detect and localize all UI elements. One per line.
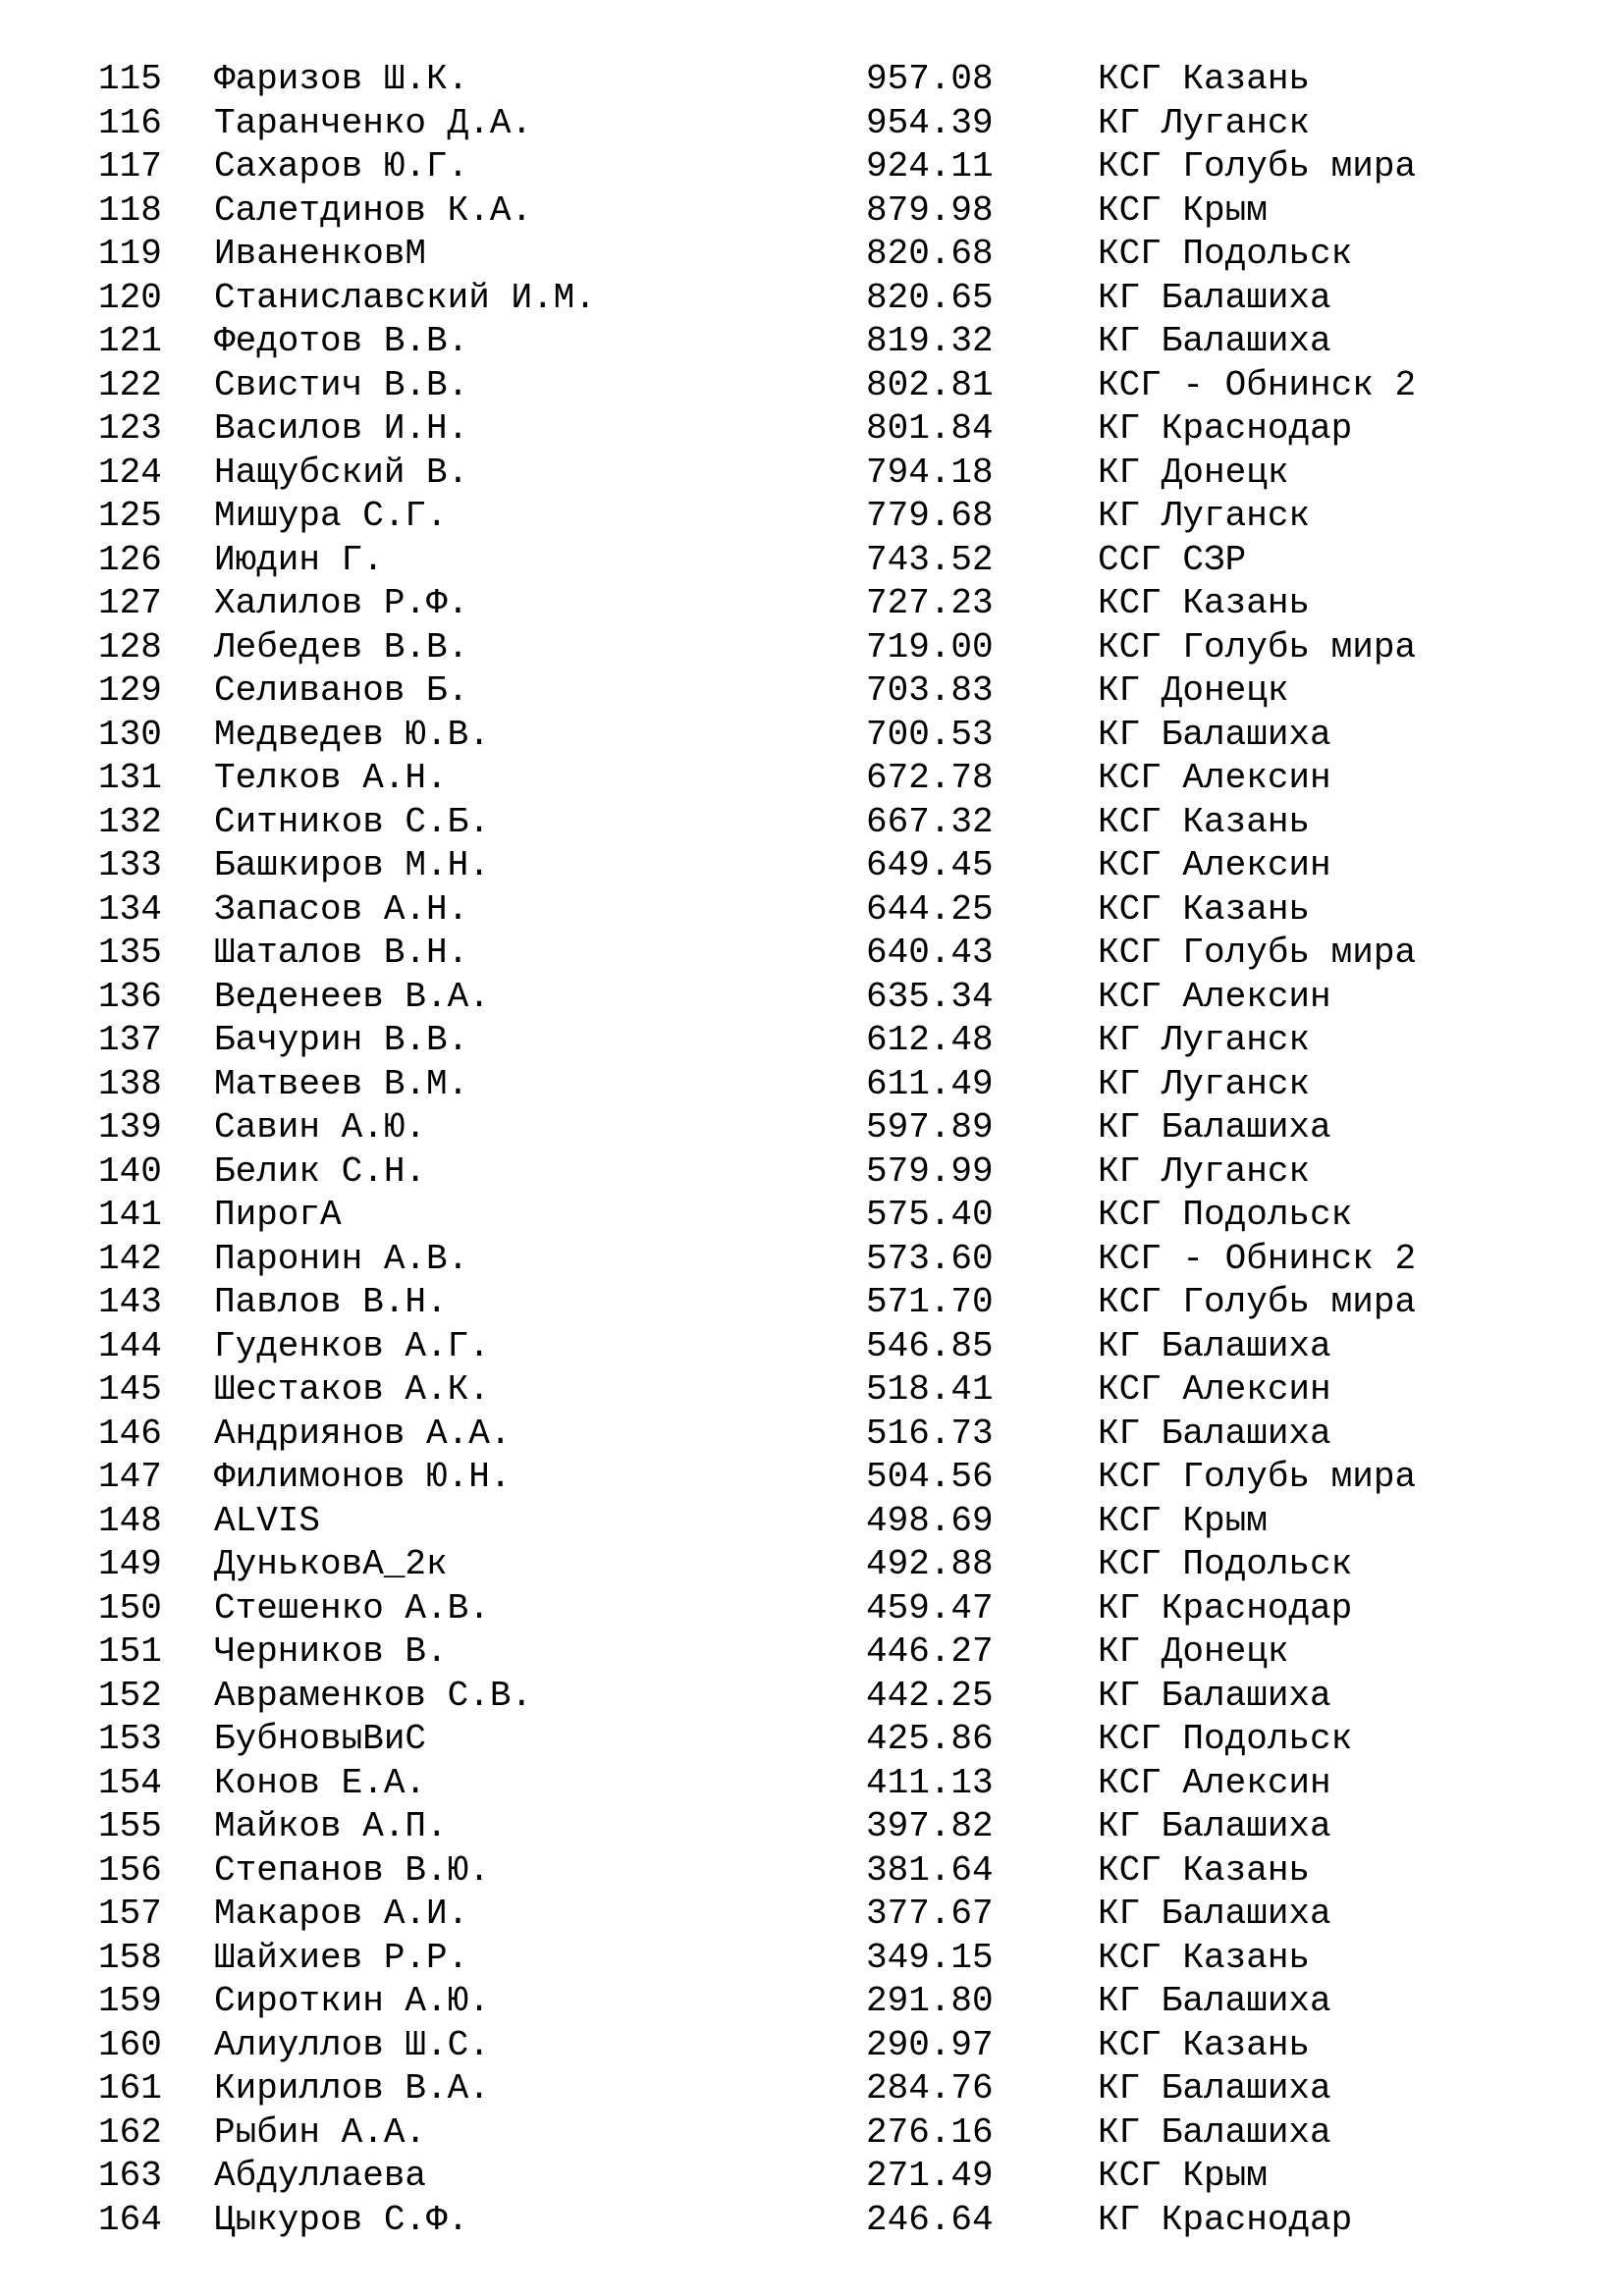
club-cell: КГ Луганск — [1098, 1150, 1311, 1192]
score-cell: 290.97 — [866, 2024, 994, 2065]
rank-cell: 126 — [98, 539, 162, 580]
club-cell: КСГ Казань — [1098, 801, 1311, 842]
club-cell: ССГ СЗР — [1098, 539, 1247, 580]
club-cell: КГ Балашиха — [1098, 1325, 1331, 1366]
table-row — [98, 2024, 1532, 2068]
table-row — [98, 2067, 1532, 2111]
rank-cell: 153 — [98, 1719, 162, 1759]
club-cell: КСГ - Обнинск 2 — [1098, 364, 1417, 405]
table-row — [98, 714, 1532, 758]
club-cell: КСГ Голубь мира — [1098, 626, 1417, 667]
rank-cell: 157 — [98, 1894, 162, 1934]
rank-cell: 154 — [98, 1762, 162, 1803]
club-cell: КСГ Алексин — [1098, 1369, 1331, 1410]
name-cell: Таранченко Д.А. — [214, 102, 533, 143]
club-cell: КСГ Казань — [1098, 59, 1311, 99]
score-cell: 425.86 — [866, 1719, 994, 1759]
table-row — [98, 976, 1532, 1020]
name-cell: Матвеев В.М. — [214, 1063, 469, 1104]
table-row — [98, 1675, 1532, 1719]
club-cell: КГ Балашиха — [1098, 1675, 1331, 1716]
name-cell: Свистич В.В. — [214, 364, 469, 405]
name-cell: Мишура С.Г. — [214, 496, 448, 536]
table-row — [98, 1456, 1532, 1500]
table-row — [98, 452, 1532, 496]
score-cell: 271.49 — [866, 2156, 994, 2196]
rank-cell: 138 — [98, 1063, 162, 1104]
score-cell: 612.48 — [866, 1020, 994, 1060]
score-cell: 492.88 — [866, 1544, 994, 1584]
name-cell: ПирогА — [214, 1195, 342, 1235]
rank-cell: 155 — [98, 1806, 162, 1846]
rank-cell: 127 — [98, 583, 162, 623]
score-cell: 446.27 — [866, 1631, 994, 1672]
score-cell: 644.25 — [866, 888, 994, 930]
score-cell: 879.98 — [866, 189, 994, 231]
name-cell: Медведев Ю.В. — [214, 714, 490, 755]
name-cell: БубновыВиС — [214, 1719, 427, 1759]
name-cell: ALVIS — [214, 1500, 321, 1541]
rank-cell: 125 — [98, 496, 162, 536]
rank-cell: 124 — [98, 452, 162, 493]
table-row — [98, 844, 1532, 888]
rank-cell: 161 — [98, 2068, 162, 2109]
club-cell: КСГ Голубь мира — [1098, 933, 1417, 973]
score-cell: 349.15 — [866, 1937, 994, 1978]
table-row — [98, 1238, 1532, 1282]
score-cell: 575.40 — [866, 1195, 994, 1235]
rank-cell: 129 — [98, 670, 162, 711]
score-cell: 442.25 — [866, 1675, 994, 1716]
rank-cell: 122 — [98, 364, 162, 405]
name-cell: Кириллов В.А. — [214, 2068, 490, 2109]
club-cell: КСГ Алексин — [1098, 976, 1331, 1017]
club-cell: КСГ Подольск — [1098, 1544, 1353, 1584]
rank-cell: 133 — [98, 845, 162, 885]
club-cell: КГ Балашиха — [1098, 2068, 1331, 2109]
club-cell: КГ Луганск — [1098, 102, 1311, 143]
table-row — [98, 1718, 1532, 1762]
rank-cell: 123 — [98, 408, 162, 449]
club-cell: КСГ Подольск — [1098, 1195, 1353, 1235]
score-cell: 703.83 — [866, 670, 994, 711]
club-cell: КГ Донецк — [1098, 670, 1289, 711]
rank-cell: 145 — [98, 1369, 162, 1410]
rank-cell: 117 — [98, 146, 162, 187]
club-cell: КСГ Крым — [1098, 1500, 1268, 1541]
table-row — [98, 626, 1532, 670]
score-cell: 516.73 — [866, 1413, 994, 1454]
name-cell: Степанов В.Ю. — [214, 1849, 490, 1891]
name-cell: Башкиров М.Н. — [214, 845, 490, 885]
table-row — [98, 277, 1532, 321]
table-row — [98, 58, 1532, 102]
table-row — [98, 145, 1532, 189]
name-cell: Станиславский И.М. — [214, 277, 596, 318]
table-row — [98, 1368, 1532, 1413]
table-row — [98, 1281, 1532, 1325]
club-cell: КСГ Казань — [1098, 1849, 1311, 1891]
rank-cell: 158 — [98, 1937, 162, 1978]
club-cell: КСГ Казань — [1098, 888, 1311, 930]
score-cell: 504.56 — [866, 1457, 994, 1497]
table-row — [98, 102, 1532, 146]
name-cell: Филимонов Ю.Н. — [214, 1457, 512, 1497]
score-cell: 802.81 — [866, 364, 994, 405]
club-cell: КГ Балашиха — [1098, 321, 1331, 361]
club-cell: КСГ Казань — [1098, 1937, 1311, 1978]
name-cell: Салетдинов К.А. — [214, 189, 533, 231]
score-cell: 779.68 — [866, 496, 994, 536]
name-cell: Запасов А.Н. — [214, 888, 469, 930]
name-cell: Белик С.Н. — [214, 1150, 427, 1192]
table-row — [98, 888, 1532, 933]
table-row — [98, 1150, 1532, 1195]
rank-cell: 151 — [98, 1631, 162, 1672]
table-row — [98, 189, 1532, 234]
score-cell: 546.85 — [866, 1325, 994, 1366]
score-cell: 719.00 — [866, 626, 994, 667]
table-row — [98, 233, 1532, 277]
club-cell: КСГ Казань — [1098, 583, 1311, 623]
name-cell: Рыбин А.А. — [214, 2111, 427, 2153]
rank-cell: 162 — [98, 2111, 162, 2153]
table-row — [98, 669, 1532, 714]
rank-cell: 164 — [98, 2199, 162, 2240]
club-cell: КГ Луганск — [1098, 1020, 1311, 1060]
rank-cell: 140 — [98, 1150, 162, 1192]
name-cell: Сироткин А.Ю. — [214, 1981, 490, 2021]
table-row — [98, 2111, 1532, 2156]
table-row — [98, 757, 1532, 801]
name-cell: ДуньковА_2к — [214, 1544, 448, 1584]
name-cell: Алиуллов Ш.С. — [214, 2024, 490, 2065]
table-row — [98, 320, 1532, 364]
table-row — [98, 1980, 1532, 2024]
club-cell: КСГ Алексин — [1098, 1762, 1331, 1803]
score-cell: 743.52 — [866, 539, 994, 580]
score-cell: 667.32 — [866, 801, 994, 842]
rank-cell: 118 — [98, 189, 162, 231]
rank-cell: 152 — [98, 1675, 162, 1716]
score-cell: 957.08 — [866, 59, 994, 99]
name-cell: Веденеев В.А. — [214, 976, 490, 1017]
name-cell: Паронин А.В. — [214, 1238, 469, 1279]
score-cell: 459.47 — [866, 1587, 994, 1629]
table-row — [98, 1194, 1532, 1238]
score-cell: 597.89 — [866, 1107, 994, 1148]
club-cell: КСГ Голубь мира — [1098, 1457, 1417, 1497]
club-cell: КСГ Крым — [1098, 189, 1268, 231]
table-row — [98, 2155, 1532, 2199]
name-cell: Андриянов А.А. — [214, 1413, 512, 1454]
score-cell: 954.39 — [866, 102, 994, 143]
rank-cell: 120 — [98, 277, 162, 318]
rank-cell: 144 — [98, 1325, 162, 1366]
name-cell: Макаров А.И. — [214, 1894, 469, 1934]
rank-cell: 143 — [98, 1282, 162, 1322]
name-cell: Стешенко А.В. — [214, 1587, 490, 1629]
rank-cell: 116 — [98, 102, 162, 143]
name-cell: ИваненковМ — [214, 234, 427, 274]
name-cell: Шестаков А.К. — [214, 1369, 490, 1410]
score-cell: 246.64 — [866, 2199, 994, 2240]
table-row — [98, 1413, 1532, 1457]
name-cell: Халилов Р.Ф. — [214, 583, 469, 623]
rank-cell: 134 — [98, 888, 162, 930]
name-cell: Майков А.П. — [214, 1806, 448, 1846]
table-row — [98, 1849, 1532, 1894]
rank-cell: 141 — [98, 1195, 162, 1235]
club-cell: КГ Балашиха — [1098, 2111, 1331, 2153]
rank-cell: 163 — [98, 2156, 162, 2196]
score-cell: 611.49 — [866, 1063, 994, 1104]
rank-cell: 121 — [98, 321, 162, 361]
table-row — [98, 407, 1532, 452]
score-cell: 672.78 — [866, 758, 994, 798]
table-row — [98, 1063, 1532, 1107]
score-cell: 820.65 — [866, 277, 994, 318]
rank-cell: 146 — [98, 1413, 162, 1454]
table-row — [98, 495, 1532, 539]
rank-cell: 130 — [98, 714, 162, 755]
score-cell: 820.68 — [866, 234, 994, 274]
ranking-table — [98, 58, 1532, 2242]
table-row — [98, 364, 1532, 408]
name-cell: Конов Е.А. — [214, 1762, 427, 1803]
table-row — [98, 1543, 1532, 1587]
score-cell: 727.23 — [866, 583, 994, 623]
name-cell: Нащубский В. — [214, 452, 469, 493]
table-row — [98, 1500, 1532, 1544]
club-cell: КГ Балашиха — [1098, 1981, 1331, 2021]
club-cell: КСГ Алексин — [1098, 758, 1331, 798]
name-cell: Василов И.Н. — [214, 408, 469, 449]
rank-cell: 128 — [98, 626, 162, 667]
table-row — [98, 801, 1532, 845]
table-row — [98, 2199, 1532, 2243]
score-cell: 397.82 — [866, 1806, 994, 1846]
score-cell: 498.69 — [866, 1500, 994, 1541]
club-cell: КГ Краснодар — [1098, 1587, 1353, 1629]
club-cell: КСГ Казань — [1098, 2024, 1311, 2065]
score-cell: 700.53 — [866, 714, 994, 755]
score-cell: 579.99 — [866, 1150, 994, 1192]
rank-cell: 148 — [98, 1500, 162, 1541]
rank-cell: 135 — [98, 933, 162, 973]
club-cell: КГ Балашиха — [1098, 1107, 1331, 1148]
rank-cell: 115 — [98, 59, 162, 99]
rank-cell: 159 — [98, 1981, 162, 2021]
name-cell: Ситников С.Б. — [214, 801, 490, 842]
name-cell: Павлов В.Н. — [214, 1282, 448, 1322]
name-cell: Сахаров Ю.Г. — [214, 146, 469, 187]
score-cell: 284.76 — [866, 2068, 994, 2109]
table-row — [98, 1106, 1532, 1150]
name-cell: Селиванов Б. — [214, 670, 469, 711]
rank-cell: 119 — [98, 234, 162, 274]
rank-cell: 136 — [98, 976, 162, 1017]
rank-cell: 142 — [98, 1238, 162, 1279]
score-cell: 411.13 — [866, 1762, 994, 1803]
score-cell: 640.43 — [866, 933, 994, 973]
rank-cell: 131 — [98, 758, 162, 798]
score-cell: 518.41 — [866, 1369, 994, 1410]
club-cell: КГ Балашиха — [1098, 714, 1331, 755]
rank-cell: 160 — [98, 2024, 162, 2065]
club-cell: КСГ Голубь мира — [1098, 146, 1417, 187]
name-cell: Шайхиев Р.Р. — [214, 1937, 469, 1978]
rank-cell: 132 — [98, 801, 162, 842]
club-cell: КГ Балашиха — [1098, 1806, 1331, 1846]
name-cell: Черников В. — [214, 1631, 448, 1672]
club-cell: КГ Донецк — [1098, 452, 1289, 493]
club-cell: КГ Балашиха — [1098, 277, 1331, 318]
score-cell: 819.32 — [866, 321, 994, 361]
name-cell: Савин А.Ю. — [214, 1107, 427, 1148]
club-cell: КСГ Крым — [1098, 2156, 1268, 2196]
rank-cell: 139 — [98, 1107, 162, 1148]
name-cell: Авраменков С.В. — [214, 1675, 533, 1716]
score-cell: 801.84 — [866, 408, 994, 449]
club-cell: КГ Балашиха — [1098, 1894, 1331, 1934]
name-cell: Лебедев В.В. — [214, 626, 469, 667]
rank-cell: 147 — [98, 1457, 162, 1497]
rank-cell: 149 — [98, 1544, 162, 1584]
table-row — [98, 1630, 1532, 1675]
club-cell: КСГ Подольск — [1098, 1719, 1353, 1759]
score-cell: 381.64 — [866, 1849, 994, 1891]
club-cell: КГ Луганск — [1098, 1063, 1311, 1104]
table-row — [98, 1325, 1532, 1369]
name-cell: Шаталов В.Н. — [214, 933, 469, 973]
name-cell: Гуденков А.Г. — [214, 1325, 490, 1366]
club-cell: КГ Донецк — [1098, 1631, 1289, 1672]
score-cell: 377.67 — [866, 1894, 994, 1934]
score-cell: 924.11 — [866, 146, 994, 187]
name-cell: Телков А.Н. — [214, 758, 448, 798]
name-cell: Федотов В.В. — [214, 321, 469, 361]
name-cell: Июдин Г. — [214, 539, 384, 580]
table-row — [98, 1805, 1532, 1849]
table-row — [98, 1019, 1532, 1063]
club-cell: КГ Краснодар — [1098, 2199, 1353, 2240]
score-cell: 635.34 — [866, 976, 994, 1017]
club-cell: КГ Луганск — [1098, 496, 1311, 536]
table-row — [98, 1937, 1532, 1981]
club-cell: КГ Балашиха — [1098, 1413, 1331, 1454]
table-row — [98, 1762, 1532, 1806]
club-cell: КСГ - Обнинск 2 — [1098, 1238, 1417, 1279]
rank-cell: 150 — [98, 1587, 162, 1629]
club-cell: КСГ Подольск — [1098, 234, 1353, 274]
score-cell: 649.45 — [866, 845, 994, 885]
score-cell: 291.80 — [866, 1981, 994, 2021]
score-cell: 276.16 — [866, 2111, 994, 2153]
score-cell: 573.60 — [866, 1238, 994, 1279]
name-cell: Абдуллаева — [214, 2156, 427, 2196]
table-row — [98, 1587, 1532, 1631]
table-row — [98, 1893, 1532, 1937]
name-cell: Бачурин В.В. — [214, 1020, 469, 1060]
club-cell: КСГ Алексин — [1098, 845, 1331, 885]
rank-cell: 137 — [98, 1020, 162, 1060]
table-row — [98, 582, 1532, 626]
score-cell: 794.18 — [866, 452, 994, 493]
club-cell: КГ Краснодар — [1098, 408, 1353, 449]
score-cell: 571.70 — [866, 1282, 994, 1322]
rank-cell: 156 — [98, 1849, 162, 1891]
table-row — [98, 932, 1532, 976]
table-row — [98, 539, 1532, 583]
club-cell: КСГ Голубь мира — [1098, 1282, 1417, 1322]
name-cell: Фаризов Ш.К. — [214, 59, 469, 99]
name-cell: Цыкуров С.Ф. — [214, 2199, 469, 2240]
